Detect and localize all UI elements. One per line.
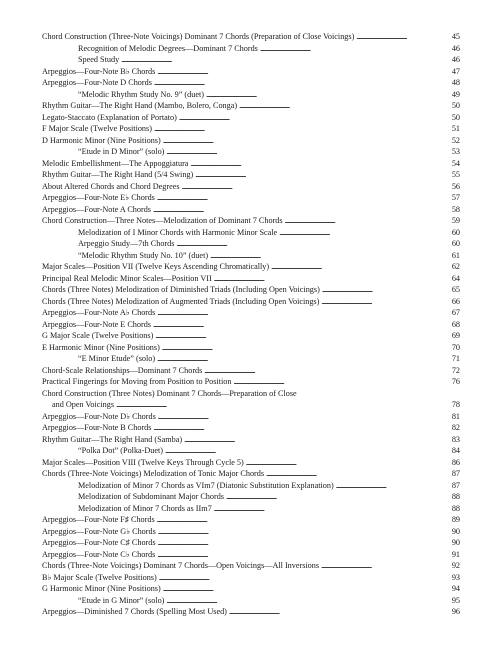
toc-entry	[42, 135, 460, 147]
toc-entry-title: Melodization of I Minor Chords with Harmonic Minor Scale	[78, 227, 278, 237]
toc-entry-page: 47	[451, 66, 460, 76]
toc-entry-title: Legato-Staccato (Explanation of Portato)	[42, 112, 177, 122]
toc-entry-page: 81	[451, 411, 460, 421]
toc-entry-page: 66	[451, 296, 460, 306]
toc-subentry	[42, 43, 460, 55]
toc-subentry	[42, 480, 460, 492]
toc-entry-title: “E Minor Etude” (solo)	[78, 354, 156, 363]
toc-entry-title: Chord Construction—Three Notes—Melodization of Dominant 7 Chords	[42, 216, 283, 225]
toc-entry	[42, 365, 460, 377]
toc-entry-title: Chord Construction (Three Notes) Dominant 7 Chords—Preparation of Close	[42, 388, 297, 398]
toc-entry-title: Arpeggios—Four-Note F♯ Chords	[42, 515, 155, 524]
toc-entry-page: 93	[451, 572, 460, 582]
toc-entry	[42, 307, 460, 319]
toc-entry-page: 84	[451, 446, 460, 455]
toc-entry-title: F Major Scale (Twelve Positions)	[42, 124, 152, 133]
toc-entry-page: 58	[451, 204, 460, 214]
table-of-contents	[42, 31, 460, 618]
toc-entry	[42, 549, 460, 561]
toc-entry-title: Arpeggios—Four-Note E♭ Chords	[42, 193, 155, 202]
toc-entry	[42, 342, 460, 354]
toc-entry-title: Melodization of Subdominant Major Chords	[78, 492, 224, 501]
toc-subentry	[42, 503, 460, 515]
toc-entry	[42, 169, 460, 181]
toc-entry-title: Melodization of Minor 7 Chords as IIm7	[78, 503, 212, 513]
toc-entry-title: Arpeggios—Four-Note D♭ Chords	[42, 411, 156, 421]
toc-entry-title: Chords (Three Notes) Melodization of Diminished Triads (Including Open Voicings)	[42, 285, 320, 294]
toc-entry-page: 48	[451, 78, 460, 87]
toc-entry	[42, 388, 460, 400]
toc-entry-page: 50	[451, 112, 460, 122]
toc-entry-title: Principal Real Melodic Minor Scales—Position VII	[42, 273, 212, 283]
toc-entry-page: 64	[451, 273, 460, 283]
toc-subentry	[42, 227, 460, 239]
toc-entry	[42, 31, 460, 43]
toc-entry	[42, 434, 460, 446]
toc-subentry	[42, 353, 460, 365]
toc-entry-title: Melodic Embellishment—The Appoggiatura	[42, 158, 189, 168]
toc-entry	[42, 526, 460, 538]
toc-entry	[42, 411, 460, 423]
toc-entry-title: Chord Construction (Three-Note Voicings) Dominant 7 Chords (Preparation of Close Voicings)	[42, 32, 355, 41]
toc-entry-title: Arpeggios—Four-Note B Chords	[42, 423, 152, 432]
toc-subentry	[42, 54, 460, 66]
toc-entry-title-continuation: and Open Voicings	[52, 400, 115, 409]
toc-entry-page: 89	[451, 515, 460, 524]
toc-entry-page: 94	[451, 584, 460, 593]
toc-entry-page: 60	[451, 239, 460, 248]
toc-entry-page: 92	[451, 561, 460, 570]
toc-entry-title: “Etude in G Minor” (solo)	[78, 595, 165, 605]
toc-entry-page: 51	[451, 124, 460, 133]
toc-entry-title: “Etude in D Minor” (solo)	[78, 147, 165, 156]
toc-entry-title: Speed Study	[78, 55, 120, 64]
toc-subentry	[42, 146, 460, 158]
toc-entry-title: Major Scales—Position VII (Twelve Keys Ascending Chromatically)	[42, 262, 270, 271]
toc-entry	[42, 560, 460, 572]
toc-entry-title: Arpeggios—Four-Note C♭ Chords	[42, 549, 156, 559]
toc-entry-title: E Harmonic Minor (Nine Positions)	[42, 342, 160, 352]
toc-entry-page: 62	[451, 262, 460, 271]
toc-entry-page: 50	[451, 101, 460, 110]
toc-entry-title: Practical Fingerings for Moving from Position to Position	[42, 377, 232, 386]
toc-entry-page: 88	[451, 503, 460, 513]
toc-entry-title: Major Scales—Position VIII (Twelve Keys Through Cycle 5)	[42, 457, 244, 467]
toc-entry-page: 87	[451, 480, 460, 490]
toc-entry-page: 68	[451, 319, 460, 329]
toc-entry	[42, 204, 460, 216]
toc-entry-page: 83	[451, 434, 460, 444]
toc-entry	[42, 319, 460, 331]
toc-entry	[42, 376, 460, 388]
toc-entry-page: 52	[451, 135, 460, 145]
toc-entry-title: Arpeggios—Four-Note G♭ Chords	[42, 526, 156, 536]
toc-entry-title: Rhythm Guitar—The Right Hand (5/4 Swing)	[42, 170, 194, 179]
toc-entry	[42, 77, 460, 89]
toc-entry	[42, 514, 460, 526]
toc-entry	[42, 468, 460, 480]
toc-entry-page: 57	[451, 193, 460, 202]
toc-entry-page: 53	[451, 147, 460, 156]
toc-entry-page: 56	[451, 181, 460, 191]
toc-entry-title: Arpeggio Study—7th Chords	[78, 239, 175, 248]
toc-entry-title: Arpeggios—Four-Note B♭ Chords	[42, 66, 156, 76]
toc-entry-title: D Harmonic Minor (Nine Positions)	[42, 135, 161, 145]
toc-entry-title: Arpeggios—Four-Note A Chords	[42, 204, 151, 214]
toc-entry-title: Arpeggios—Four-Note D Chords	[42, 78, 152, 87]
toc-entry	[42, 537, 460, 549]
toc-subentry	[42, 445, 460, 457]
toc-entry-page: 54	[451, 158, 460, 168]
toc-entry-title: Rhythm Guitar—The Right Hand (Mambo, Bolero, Conga)	[42, 101, 238, 110]
toc-entry-page: 87	[451, 469, 460, 478]
toc-entry-page: 65	[451, 285, 460, 294]
toc-entry-title: Melodization of Minor 7 Chords as VIm7 (Diatonic Substitution Explanation)	[78, 480, 334, 490]
toc-entry-page: 70	[451, 342, 460, 352]
toc-entry-page: 82	[451, 423, 460, 432]
toc-entry-title: G Harmonic Minor (Nine Positions)	[42, 584, 161, 593]
toc-entry-title: Chord-Scale Relationships—Dominant 7 Chords	[42, 365, 203, 375]
toc-entry-page: 90	[451, 538, 460, 547]
toc-entry-page: 49	[451, 89, 460, 99]
toc-entry-continuation	[42, 399, 460, 411]
toc-entry	[42, 66, 460, 78]
toc-entry-page: 96	[451, 607, 460, 616]
toc-entry-title: Arpeggios—Four-Note C♯ Chords	[42, 538, 156, 547]
toc-entry-page: 71	[451, 354, 460, 363]
toc-entry	[42, 457, 460, 469]
toc-entry-page: 72	[451, 365, 460, 375]
toc-entry-page: 78	[451, 400, 460, 409]
toc-entry	[42, 284, 460, 296]
toc-entry-title: Arpeggios—Four-Note E Chords	[42, 319, 151, 329]
toc-entry	[42, 261, 460, 273]
toc-entry-page: 90	[451, 526, 460, 536]
toc-entry-page: 95	[451, 595, 460, 605]
toc-subentry	[42, 89, 460, 101]
toc-subentry	[42, 595, 460, 607]
toc-entry-title: Chords (Three-Note Voicings) Dominant 7 Chords—Open Voicings—All Inversions	[42, 561, 320, 570]
toc-entry-title: Recognition of Melodic Degrees—Dominant 7 Chords	[78, 43, 258, 53]
toc-entry	[42, 181, 460, 193]
toc-entry-title: Rhythm Guitar—The Right Hand (Samba)	[42, 434, 183, 444]
toc-entry-page: 76	[451, 377, 460, 386]
toc-entry	[42, 273, 460, 285]
toc-subentry	[42, 238, 460, 250]
toc-entry	[42, 572, 460, 584]
toc-entry	[42, 215, 460, 227]
toc-entry	[42, 422, 460, 434]
toc-entry	[42, 123, 460, 135]
toc-entry-title: Arpeggios—Four-Note A♭ Chords	[42, 308, 156, 317]
toc-entry-title: “Polka Dot” (Polka-Duet)	[78, 446, 164, 455]
toc-entry-title: “Melodic Rhythm Study No. 10” (duet)	[78, 250, 209, 260]
toc-entry	[42, 158, 460, 170]
toc-entry-page: 69	[451, 331, 460, 340]
toc-entry-page: 61	[451, 250, 460, 260]
toc-entry-page: 67	[451, 308, 460, 317]
toc-entry-title: Chords (Three-Note Voicings) Melodization of Tonic Major Chords	[42, 469, 265, 478]
toc-entry	[42, 192, 460, 204]
toc-entry-page: 91	[451, 549, 460, 559]
toc-entry	[42, 583, 460, 595]
toc-entry-title: Chords (Three Notes) Melodization of Augmented Triads (Including Open Voicings)	[42, 296, 320, 306]
toc-entry-page: 46	[451, 55, 460, 64]
toc-entry-title: “Melodic Rhythm Study No. 9” (duet)	[78, 89, 204, 99]
toc-subentry	[42, 491, 460, 503]
toc-entry-title: About Altered Chords and Chord Degrees	[42, 181, 180, 191]
toc-entry	[42, 330, 460, 342]
toc-entry	[42, 606, 460, 618]
toc-entry-page: 45	[451, 32, 460, 41]
toc-entry-page: 46	[451, 43, 460, 53]
toc-entry-title: Arpeggios—Diminished 7 Chords (Spelling Most Used)	[42, 607, 227, 616]
toc-entry	[42, 100, 460, 112]
dot-leader	[229, 606, 446, 619]
toc-entry-page: 60	[451, 227, 460, 237]
toc-entry-title: G Major Scale (Twelve Positions)	[42, 331, 154, 340]
toc-entry-title: B♭ Major Scale (Twelve Positions)	[42, 572, 157, 582]
toc-subentry	[42, 250, 460, 262]
toc-entry	[42, 112, 460, 124]
toc-entry-page: 88	[451, 492, 460, 501]
toc-entry-page: 55	[451, 170, 460, 179]
toc-entry	[42, 296, 460, 308]
toc-entry-page: 86	[451, 457, 460, 467]
toc-entry-page: 59	[451, 216, 460, 225]
